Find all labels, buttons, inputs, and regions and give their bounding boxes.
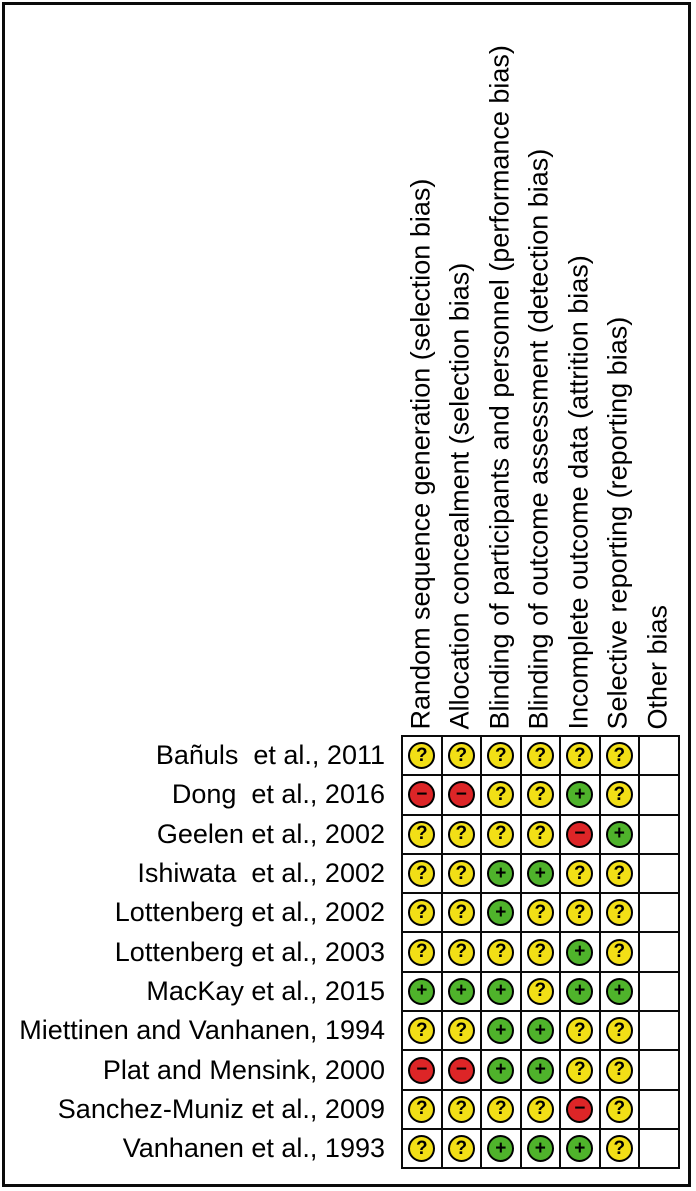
- unclear-risk-icon: ?: [448, 899, 475, 926]
- judgement-cell: [561, 1051, 599, 1088]
- unclear-risk-icon: ?: [606, 742, 633, 769]
- unclear-risk-icon: ?: [606, 781, 633, 808]
- unclear-risk-icon: ?: [566, 899, 593, 926]
- judgement-cell: [640, 1130, 678, 1167]
- judgement-cell: [482, 894, 520, 931]
- judgement-cell: [443, 816, 481, 853]
- judgement-cell: [601, 973, 639, 1010]
- low-risk-icon: +: [566, 978, 593, 1005]
- unclear-risk-icon: ?: [408, 1135, 435, 1162]
- high-risk-icon: −: [408, 781, 435, 808]
- judgement-cell: [601, 1091, 639, 1128]
- low-risk-icon: +: [487, 1135, 514, 1162]
- high-risk-icon: −: [448, 781, 475, 808]
- column-header: Random sequence generation (selection bias): [405, 178, 435, 729]
- judgement-cell: [443, 1012, 481, 1049]
- judgement-cell: [522, 1130, 560, 1167]
- judgement-cell: [522, 1091, 560, 1128]
- unclear-risk-icon: ?: [448, 742, 475, 769]
- judgement-cell: [640, 1051, 678, 1088]
- judgement-cell: [640, 776, 678, 813]
- low-risk-icon: +: [487, 1017, 514, 1044]
- judgement-cell: [443, 776, 481, 813]
- judgement-cell: [561, 816, 599, 853]
- judgement-cell: [403, 933, 441, 970]
- high-risk-icon: −: [566, 1096, 593, 1123]
- judgement-cell: [403, 776, 441, 813]
- judgement-cell: [561, 1091, 599, 1128]
- judgement-cell: [522, 894, 560, 931]
- unclear-risk-icon: ?: [448, 1017, 475, 1044]
- unclear-risk-icon: ?: [408, 742, 435, 769]
- judgement-cell: [482, 737, 520, 774]
- unclear-risk-icon: ?: [606, 899, 633, 926]
- judgement-cell: [561, 855, 599, 892]
- study-label: Lottenberg et al., 2002: [114, 897, 385, 928]
- study-label: Plat and Mensink, 2000: [102, 1054, 385, 1085]
- study-label: Bañuls et al., 2011: [155, 740, 385, 771]
- low-risk-icon: +: [527, 860, 554, 887]
- unclear-risk-icon: ?: [408, 821, 435, 848]
- unclear-risk-icon: ?: [448, 1096, 475, 1123]
- judgement-cell: [482, 1051, 520, 1088]
- judgement-cell: [601, 737, 639, 774]
- high-risk-icon: −: [408, 1057, 435, 1084]
- high-risk-icon: −: [448, 1057, 475, 1084]
- judgement-cell: [482, 973, 520, 1010]
- study-label: Geelen et al., 2002: [156, 818, 385, 849]
- high-risk-icon: −: [566, 821, 593, 848]
- judgement-cell: [522, 933, 560, 970]
- low-risk-icon: +: [408, 978, 435, 1005]
- study-label: Dong et al., 2016: [171, 779, 385, 810]
- unclear-risk-icon: ?: [487, 939, 514, 966]
- judgement-cell: [443, 855, 481, 892]
- low-risk-icon: +: [487, 978, 514, 1005]
- judgement-cell: [601, 816, 639, 853]
- judgement-cell: [482, 1130, 520, 1167]
- unclear-risk-icon: ?: [606, 1096, 633, 1123]
- low-risk-icon: +: [487, 1057, 514, 1084]
- judgement-cell: [482, 933, 520, 970]
- judgement-cell: [522, 1012, 560, 1049]
- low-risk-icon: +: [606, 821, 633, 848]
- low-risk-icon: +: [527, 1017, 554, 1044]
- judgement-cell: [601, 1012, 639, 1049]
- judgement-cell: [640, 933, 678, 970]
- judgement-cell: [601, 776, 639, 813]
- low-risk-icon: +: [606, 978, 633, 1005]
- low-risk-icon: +: [566, 939, 593, 966]
- judgement-cell: [522, 776, 560, 813]
- judgement-cell: [443, 933, 481, 970]
- judgement-cell: [443, 1091, 481, 1128]
- unclear-risk-icon: ?: [448, 939, 475, 966]
- judgement-cell: [403, 1091, 441, 1128]
- unclear-risk-icon: ?: [606, 860, 633, 887]
- judgement-cell: [601, 1130, 639, 1167]
- judgement-cell: [403, 1051, 441, 1088]
- unclear-risk-icon: ?: [408, 939, 435, 966]
- judgement-cell: [522, 816, 560, 853]
- unclear-risk-icon: ?: [566, 1057, 593, 1084]
- judgement-cell: [403, 1012, 441, 1049]
- unclear-risk-icon: ?: [408, 1017, 435, 1044]
- unclear-risk-icon: ?: [527, 899, 554, 926]
- low-risk-icon: +: [487, 860, 514, 887]
- unclear-risk-icon: ?: [566, 742, 593, 769]
- unclear-risk-icon: ?: [527, 939, 554, 966]
- judgement-cell: [640, 894, 678, 931]
- judgement-cell: [601, 855, 639, 892]
- column-header: Blinding of outcome assessment (detection bias): [523, 148, 554, 729]
- low-risk-icon: +: [566, 1135, 593, 1162]
- judgement-cell: [403, 816, 441, 853]
- judgement-cell: [561, 1130, 599, 1167]
- judgement-cell: [482, 855, 520, 892]
- judgement-cell: [522, 855, 560, 892]
- low-risk-icon: +: [487, 899, 514, 926]
- judgement-cell: [403, 894, 441, 931]
- study-label: Vanhanen et al., 1993: [122, 1133, 385, 1164]
- column-header: Allocation concealment (selection bias): [444, 262, 475, 729]
- low-risk-icon: +: [448, 978, 475, 1005]
- column-header: Other bias: [642, 604, 672, 729]
- unclear-risk-icon: ?: [606, 1017, 633, 1044]
- judgement-cell: [561, 973, 599, 1010]
- study-label: Miettinen and Vanhanen, 1994: [19, 1015, 385, 1046]
- judgement-cell: [601, 1051, 639, 1088]
- column-header: Incomplete outcome data (attrition bias): [563, 254, 593, 729]
- judgement-cell: [640, 816, 678, 853]
- unclear-risk-icon: ?: [606, 1057, 633, 1084]
- judgement-cell: [522, 973, 560, 1010]
- unclear-risk-icon: ?: [408, 1096, 435, 1123]
- study-labels: [0, 736, 394, 1168]
- unclear-risk-icon: ?: [606, 1135, 633, 1162]
- low-risk-icon: +: [566, 781, 593, 808]
- unclear-risk-icon: ?: [566, 1017, 593, 1044]
- unclear-risk-icon: ?: [408, 899, 435, 926]
- judgement-cell: [482, 816, 520, 853]
- judgement-cell: [522, 1051, 560, 1088]
- judgement-cell: [640, 1091, 678, 1128]
- judgement-cell: [640, 855, 678, 892]
- low-risk-icon: +: [527, 1135, 554, 1162]
- unclear-risk-icon: ?: [448, 821, 475, 848]
- unclear-risk-icon: ?: [487, 742, 514, 769]
- judgement-cell: [522, 737, 560, 774]
- judgement-cell: [601, 933, 639, 970]
- unclear-risk-icon: ?: [527, 978, 554, 1005]
- unclear-risk-icon: ?: [606, 939, 633, 966]
- column-header: Selective reporting (reporting bias): [602, 316, 633, 729]
- unclear-risk-icon: ?: [408, 860, 435, 887]
- unclear-risk-icon: ?: [487, 781, 514, 808]
- column-header: Blinding of participants and personnel (performance bias): [484, 44, 514, 729]
- unclear-risk-icon: ?: [487, 821, 514, 848]
- study-label: MacKay et al., 2015: [146, 975, 385, 1006]
- judgement-cell: [443, 737, 481, 774]
- judgement-cell: [403, 737, 441, 774]
- judgement-cell: [482, 1012, 520, 1049]
- judgement-cell: [561, 894, 599, 931]
- unclear-risk-icon: ?: [527, 781, 554, 808]
- study-label: Sanchez-Muniz et al., 2009: [57, 1093, 385, 1124]
- judgement-cell: [443, 973, 481, 1010]
- judgement-cell: [561, 933, 599, 970]
- judgement-cell: [561, 737, 599, 774]
- judgement-grid: [401, 735, 680, 1169]
- study-label: Lottenberg et al., 2003: [114, 936, 385, 967]
- judgement-cell: [443, 1130, 481, 1167]
- judgement-cell: [482, 1091, 520, 1128]
- judgement-cell: [443, 894, 481, 931]
- unclear-risk-icon: ?: [527, 1096, 554, 1123]
- unclear-risk-icon: ?: [527, 742, 554, 769]
- unclear-risk-icon: ?: [487, 1096, 514, 1123]
- unclear-risk-icon: ?: [448, 860, 475, 887]
- low-risk-icon: +: [527, 1057, 554, 1084]
- unclear-risk-icon: ?: [448, 1135, 475, 1162]
- study-label: Ishiwata et al., 2002: [137, 858, 385, 889]
- judgement-cell: [403, 1130, 441, 1167]
- judgement-cell: [601, 894, 639, 931]
- judgement-cell: [403, 855, 441, 892]
- judgement-cell: [403, 973, 441, 1010]
- judgement-cell: [482, 776, 520, 813]
- judgement-cell: [640, 973, 678, 1010]
- judgement-cell: [443, 1051, 481, 1088]
- judgement-cell: [640, 737, 678, 774]
- judgement-cell: [561, 1012, 599, 1049]
- judgement-cell: [561, 776, 599, 813]
- unclear-risk-icon: ?: [527, 821, 554, 848]
- judgement-cell: [640, 1012, 678, 1049]
- unclear-risk-icon: ?: [566, 860, 593, 887]
